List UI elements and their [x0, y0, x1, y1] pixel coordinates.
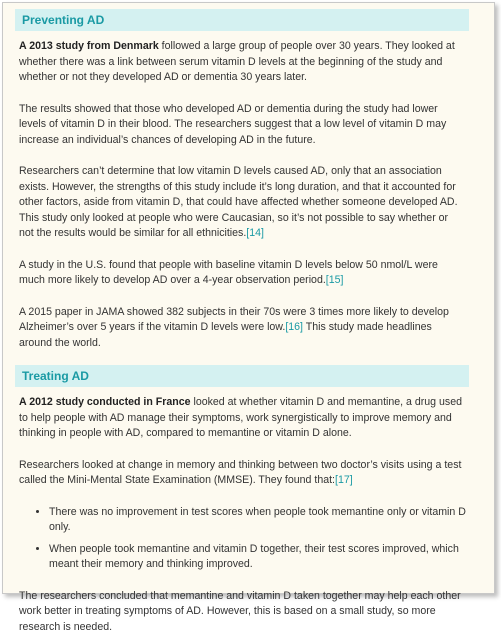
paragraph: The researchers concluded that memantine and vitamin D taken together may help each other work better in treating symptoms of AD. However, this is based on a small study, so more research is needed.	[19, 589, 465, 635]
citation-link[interactable]: [16]	[285, 321, 303, 333]
section-heading-treating-ad: Treating AD	[15, 365, 469, 387]
paragraph: A 2015 paper in JAMA showed 382 subjects in their 70s were 3 times more likely to develop Alzheimer’s over 5 years if the vitamin D levels were low.[16] This study made headlines around the world.	[19, 305, 465, 352]
paragraph: Researchers can’t determine that low vitamin D levels caused AD, only that an association exists. However, the strengths of this study include it’s long duration, and that it accounted for other factors, aside from vitamin D, that could have affected whether someone developed AD. This study only looked at people who were Caucasian, so it’s not possible to say whether or not the results would be similar for all ethnicities.[14]	[19, 164, 465, 242]
paragraph: Researchers looked at change in memory and thinking between two doctor’s visits using a test called the Mini-Mental State Examination (MMSE). They found that:[17]	[19, 458, 465, 489]
citation-link[interactable]: [14]	[246, 227, 264, 239]
paragraph: The results showed that those who developed AD or dementia during the study had lower levels of vitamin D in their blood. The researchers suggest that a low level of vitamin D may increase an individual’s chances of developing AD in the future.	[19, 102, 465, 149]
paragraph: A 2013 study from Denmark followed a large group of people over 30 years. They looked at whether there was a link between serum vitamin D levels at the beginning of the study and whether or not they developed AD or dementia 30 years later.	[19, 39, 465, 86]
paragraph: A 2012 study conducted in France looked at whether vitamin D and memantine, a drug used to help people with AD manage their symptoms, work synergistically to improve memory and thinking in people with AD, compared to memantine or vitamin D alone.	[19, 395, 465, 442]
citation-link[interactable]: [15]	[326, 274, 344, 286]
study-title: A 2012 study conducted in France	[19, 396, 191, 408]
article-frame	[2, 2, 495, 594]
study-title: A 2013 study from Denmark	[19, 40, 159, 52]
section-heading-preventing-ad: Preventing AD	[15, 9, 469, 31]
list-item: • There was no improvement in test scores when people took memantine only or vitamin D only.	[49, 505, 469, 536]
paragraph: A study in the U.S. found that people with baseline vitamin D levels below 50 nmol/L were much more likely to develop AD over a 4-year observation period.[15]	[19, 258, 465, 289]
findings-list	[15, 505, 469, 573]
list-item: • When people took memantine and vitamin D together, their test scores improved, which meant their memory and thinking improved.	[49, 542, 469, 573]
citation-link[interactable]: [17]	[335, 474, 353, 486]
article-content	[15, 9, 469, 635]
